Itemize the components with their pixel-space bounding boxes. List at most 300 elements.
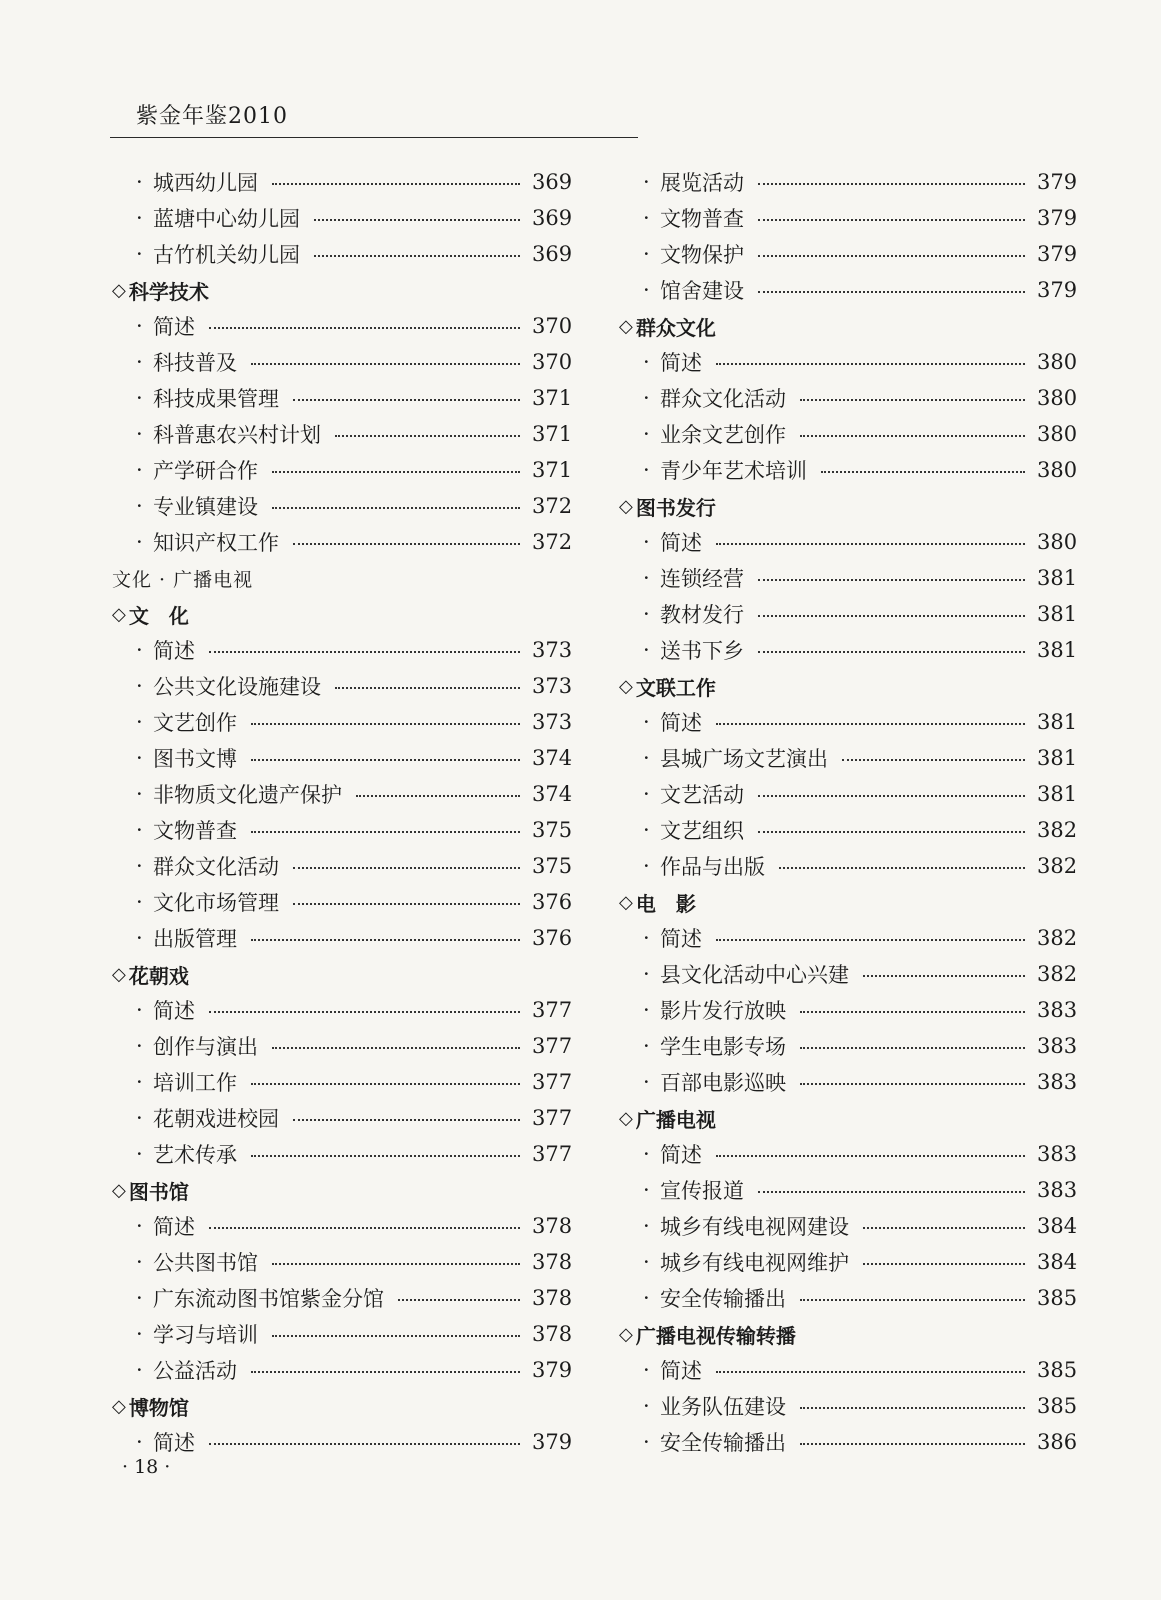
dot-leader [758, 183, 1025, 185]
dot-leader [272, 1263, 520, 1265]
bullet-icon: · [136, 998, 143, 1022]
toc-entry [112, 1208, 573, 1244]
toc-entry-title: 馆舍建设 [660, 279, 744, 303]
toc-entry-title: 县城广场文艺演出 [660, 747, 828, 771]
toc-entry-title: 影片发行放映 [660, 999, 786, 1023]
toc-entry-page: 382 [1037, 962, 1078, 986]
dot-leader [293, 1119, 520, 1121]
bullet-icon: · [643, 746, 650, 770]
toc-entry [619, 1424, 1078, 1460]
bullet-icon: · [643, 1430, 650, 1454]
dot-leader [758, 831, 1025, 833]
toc-entry [112, 452, 573, 488]
toc-entry-title: 简述 [660, 1143, 702, 1167]
toc-section-title: 文 化 [128, 603, 189, 628]
bullet-icon: · [643, 1178, 650, 1202]
dot-leader [800, 1047, 1025, 1049]
bullet-icon: · [643, 422, 650, 446]
bullet-icon: · [643, 278, 650, 302]
diamond-icon: ◇ [112, 1395, 126, 1417]
dot-leader [251, 723, 520, 725]
bullet-icon: · [136, 638, 143, 662]
dot-leader [779, 867, 1025, 869]
bullet-icon: · [136, 1214, 143, 1238]
toc-entry-title: 专业镇建设 [153, 495, 258, 519]
toc-entry [112, 380, 573, 416]
bullet-icon: · [643, 926, 650, 950]
toc-entry-title: 县文化活动中心兴建 [660, 963, 849, 987]
bullet-icon: · [136, 206, 143, 230]
toc-entry-title: 业余文艺创作 [660, 423, 786, 447]
toc-entry [619, 416, 1078, 452]
bullet-icon: · [643, 530, 650, 554]
dot-leader [293, 903, 520, 905]
dot-leader [293, 867, 520, 869]
toc-entry-page: 373 [532, 638, 573, 662]
toc-entry-title: 简述 [660, 531, 702, 555]
dot-leader [314, 255, 520, 257]
toc-entry-title: 知识产权工作 [153, 531, 279, 555]
toc-entry [112, 1028, 573, 1064]
toc-entry-page: 376 [532, 926, 573, 950]
bullet-icon: · [136, 458, 143, 482]
bullet-icon: · [136, 494, 143, 518]
toc-entry [112, 344, 573, 380]
toc-entry [112, 200, 573, 236]
toc-entry-title: 公共图书馆 [153, 1251, 258, 1275]
toc-entry-page: 380 [1037, 530, 1078, 554]
dot-leader [716, 723, 1025, 725]
toc-entry-page: 380 [1037, 458, 1078, 482]
dot-leader [293, 543, 520, 545]
dot-leader [251, 939, 520, 941]
toc-entry-page: 379 [1037, 206, 1078, 230]
bullet-icon: · [136, 854, 143, 878]
toc-entry-title: 简述 [660, 927, 702, 951]
toc-entry-title: 简述 [660, 1359, 702, 1383]
diamond-icon: ◇ [619, 675, 633, 697]
toc-entry-title: 产学研合作 [153, 459, 258, 483]
dot-leader [335, 435, 520, 437]
bullet-icon: · [136, 242, 143, 266]
toc-section-heading [112, 596, 566, 632]
toc-entry-title: 出版管理 [153, 927, 237, 951]
toc-entry-page: 377 [532, 1106, 573, 1130]
dot-leader [842, 759, 1025, 761]
dot-leader [716, 1371, 1025, 1373]
toc-entry-title: 青少年艺术培训 [660, 459, 807, 483]
toc-entry [112, 416, 573, 452]
toc-entry-page: 370 [532, 350, 573, 374]
toc-entry-page: 381 [1037, 602, 1078, 626]
toc-entry-title: 城西幼儿园 [153, 171, 258, 195]
diamond-icon: ◇ [619, 1323, 633, 1345]
toc-left-column [112, 164, 573, 1460]
dot-leader [758, 795, 1025, 797]
dot-leader [716, 543, 1025, 545]
toc-entry [619, 740, 1078, 776]
diamond-icon: ◇ [619, 1107, 633, 1129]
toc-entry [112, 1352, 573, 1388]
toc-entry-title: 群众文化活动 [153, 855, 279, 879]
dot-leader [209, 1443, 520, 1445]
toc-section-title: 图书发行 [635, 495, 716, 520]
bullet-icon: · [643, 170, 650, 194]
toc-entry-title: 城乡有线电视网建设 [660, 1215, 849, 1239]
toc-entry-page: 377 [532, 1142, 573, 1166]
toc-section-heading [619, 1316, 1071, 1352]
toc-entry [619, 848, 1078, 884]
toc-entry-page: 384 [1037, 1214, 1078, 1238]
diamond-icon: ◇ [619, 495, 633, 517]
toc-entry [619, 812, 1078, 848]
bullet-icon: · [136, 1142, 143, 1166]
toc-entry [619, 164, 1078, 200]
toc-entry [112, 164, 573, 200]
bullet-icon: · [643, 818, 650, 842]
dot-leader [863, 1227, 1025, 1229]
dot-leader [800, 1083, 1025, 1085]
toc-entry [112, 992, 573, 1028]
bullet-icon: · [643, 1070, 650, 1094]
toc-entry-page: 378 [532, 1214, 573, 1238]
toc-entry-page: 381 [1037, 638, 1078, 662]
toc-entry [112, 668, 573, 704]
toc-entry-page: 379 [1037, 170, 1078, 194]
toc-entry [619, 1352, 1078, 1388]
toc-entry [112, 308, 573, 344]
toc-entry [112, 884, 573, 920]
toc-entry [112, 1136, 573, 1172]
toc-entry-page: 381 [1037, 746, 1078, 770]
bullet-icon: · [643, 638, 650, 662]
bullet-icon: · [136, 1070, 143, 1094]
dot-leader [209, 327, 520, 329]
toc-entry-title: 学生电影专场 [660, 1035, 786, 1059]
toc-entry-title: 蓝塘中心幼儿园 [153, 207, 300, 231]
toc-entry-page: 379 [1037, 278, 1078, 302]
toc-entry [619, 1136, 1078, 1172]
header-rule [110, 137, 638, 138]
toc-entry-page: 382 [1037, 818, 1078, 842]
toc-entry-title: 展览活动 [660, 171, 744, 195]
toc-section-heading [619, 308, 1071, 344]
toc-section-heading [619, 1100, 1071, 1136]
bullet-icon: · [643, 710, 650, 734]
toc-section-title: 科学技术 [128, 279, 209, 304]
dot-leader [251, 1083, 520, 1085]
toc-entry-title: 科技成果管理 [153, 387, 279, 411]
bullet-icon: · [136, 1286, 143, 1310]
toc-entry [619, 992, 1078, 1028]
bullet-icon: · [136, 782, 143, 806]
toc-entry-title: 简述 [660, 351, 702, 375]
dot-leader [800, 1443, 1025, 1445]
toc-entry-page: 369 [532, 242, 573, 266]
toc-entry-title: 花朝戏进校园 [153, 1107, 279, 1131]
bullet-icon: · [136, 1358, 143, 1382]
toc-entry [112, 1100, 573, 1136]
toc-entry [619, 1028, 1078, 1064]
toc-entry [112, 920, 573, 956]
toc-entry [619, 776, 1078, 812]
bullet-icon: · [136, 926, 143, 950]
toc-entry-title: 作品与出版 [660, 855, 765, 879]
toc-section-heading [112, 1388, 566, 1424]
dot-leader [758, 651, 1025, 653]
toc-entry-title: 业务队伍建设 [660, 1395, 786, 1419]
toc-entry-title: 文艺创作 [153, 711, 237, 735]
bullet-icon: · [136, 530, 143, 554]
toc-entry [619, 596, 1078, 632]
dot-leader [821, 471, 1025, 473]
toc-entry-title: 古竹机关幼儿园 [153, 243, 300, 267]
toc-section-title: 群众文化 [635, 315, 716, 340]
toc-entry [619, 452, 1078, 488]
toc-entry-page: 379 [532, 1358, 573, 1382]
toc-entry-page: 380 [1037, 386, 1078, 410]
bullet-icon: · [136, 350, 143, 374]
toc-section-title: 电 影 [635, 891, 696, 916]
toc-entry-title: 文物普查 [660, 207, 744, 231]
toc-entry-page: 372 [532, 494, 573, 518]
dot-leader [398, 1299, 520, 1301]
dot-leader [251, 363, 520, 365]
toc-entry [619, 1280, 1078, 1316]
dot-leader [314, 219, 520, 221]
toc-entry-page: 377 [532, 1034, 573, 1058]
toc-entry [619, 1064, 1078, 1100]
bullet-icon: · [643, 458, 650, 482]
toc-entry [619, 1208, 1078, 1244]
toc-entry [619, 236, 1078, 272]
bullet-icon: · [136, 1034, 143, 1058]
toc-entry-page: 380 [1037, 350, 1078, 374]
bullet-icon: · [136, 422, 143, 446]
toc-entry [112, 776, 573, 812]
bullet-icon: · [136, 314, 143, 338]
toc-entry [619, 272, 1078, 308]
toc-entry-page: 375 [532, 818, 573, 842]
toc-entry-page: 382 [1037, 854, 1078, 878]
dot-leader [758, 615, 1025, 617]
toc-entry-title: 公益活动 [153, 1359, 237, 1383]
toc-entry [619, 560, 1078, 596]
toc-entry-title: 文物保护 [660, 243, 744, 267]
toc-section-heading [619, 884, 1071, 920]
toc-section-heading [619, 488, 1071, 524]
toc-entry [112, 236, 573, 272]
bullet-icon: · [643, 962, 650, 986]
toc-entry-title: 创作与演出 [153, 1035, 258, 1059]
toc-entry-title: 送书下乡 [660, 639, 744, 663]
toc-entry-page: 372 [532, 530, 573, 554]
bullet-icon: · [136, 1430, 143, 1454]
dot-leader [863, 975, 1025, 977]
diamond-icon: ◇ [112, 279, 126, 301]
toc-entry-title: 科技普及 [153, 351, 237, 375]
dot-leader [272, 507, 520, 509]
toc-entry-page: 383 [1037, 998, 1078, 1022]
bullet-icon: · [136, 746, 143, 770]
toc-entry [112, 1064, 573, 1100]
bullet-icon: · [136, 674, 143, 698]
bullet-icon: · [643, 1034, 650, 1058]
toc-entry-title: 群众文化活动 [660, 387, 786, 411]
toc-entry-title: 文艺活动 [660, 783, 744, 807]
toc-section-heading [112, 956, 566, 992]
toc-entry-page: 375 [532, 854, 573, 878]
dot-leader [272, 471, 520, 473]
toc-entry [619, 1244, 1078, 1280]
toc-entry-page: 378 [532, 1322, 573, 1346]
toc-section-heading [112, 1172, 566, 1208]
bullet-icon: · [136, 1250, 143, 1274]
toc-entry-page: 381 [1037, 710, 1078, 734]
toc-entry-page: 385 [1037, 1286, 1078, 1310]
toc-entry-title: 简述 [660, 711, 702, 735]
bullet-icon: · [136, 710, 143, 734]
dot-leader [272, 183, 520, 185]
toc-entry [619, 524, 1078, 560]
toc-entry-title: 科普惠农兴村计划 [153, 423, 321, 447]
bullet-icon: · [643, 854, 650, 878]
toc-entry-title: 文艺组织 [660, 819, 744, 843]
toc-entry-title: 文化市场管理 [153, 891, 279, 915]
dot-leader [800, 435, 1025, 437]
toc-right-column [619, 164, 1078, 1460]
toc-entry [619, 704, 1078, 740]
toc-section-title: 文联工作 [635, 675, 716, 700]
toc-section-heading [619, 668, 1071, 704]
toc-entry-page: 377 [532, 1070, 573, 1094]
bullet-icon: · [643, 1250, 650, 1274]
toc-entry-title: 广东流动图书馆紫金分馆 [153, 1287, 384, 1311]
toc-entry-page: 385 [1037, 1358, 1078, 1382]
dot-leader [758, 579, 1025, 581]
bullet-icon: · [643, 206, 650, 230]
dot-leader [356, 795, 520, 797]
dot-leader [272, 1047, 520, 1049]
dot-leader [209, 1011, 520, 1013]
toc-entry [619, 200, 1078, 236]
dot-leader [251, 831, 520, 833]
toc-section-title: 花朝戏 [128, 963, 189, 988]
toc-entry-page: 373 [532, 710, 573, 734]
toc-entry [112, 632, 573, 668]
toc-entry [112, 1424, 573, 1460]
toc-entry-title: 简述 [153, 1431, 195, 1455]
diamond-icon: ◇ [112, 963, 126, 985]
toc-entry [112, 812, 573, 848]
bullet-icon: · [136, 1106, 143, 1130]
toc-entry-page: 385 [1037, 1394, 1078, 1418]
bullet-icon: · [643, 602, 650, 626]
toc-entry-page: 380 [1037, 422, 1078, 446]
dot-leader [716, 1155, 1025, 1157]
toc-entry-page: 378 [532, 1286, 573, 1310]
toc-entry-page: 370 [532, 314, 573, 338]
toc-entry-title: 教材发行 [660, 603, 744, 627]
toc-entry-page: 383 [1037, 1070, 1078, 1094]
toc-entry-page: 378 [532, 1250, 573, 1274]
toc-entry [619, 1172, 1078, 1208]
toc-entry-title: 文物普查 [153, 819, 237, 843]
diamond-icon: ◇ [619, 315, 633, 337]
toc-section-title: 博物馆 [128, 1395, 189, 1420]
toc-entry-title: 图书文博 [153, 747, 237, 771]
toc-entry-title: 连锁经营 [660, 567, 744, 591]
toc-entry-title: 简述 [153, 639, 195, 663]
bullet-icon: · [643, 998, 650, 1022]
toc-entry [619, 1388, 1078, 1424]
toc-entry-page: 369 [532, 206, 573, 230]
diamond-icon: ◇ [619, 891, 633, 913]
toc-entry [619, 956, 1078, 992]
toc-entry-page: 374 [532, 746, 573, 770]
dot-leader [209, 651, 520, 653]
toc-entry-page: 376 [532, 890, 573, 914]
toc-entry-title: 非物质文化遗产保护 [153, 783, 342, 807]
toc-entry-page: 369 [532, 170, 573, 194]
bullet-icon: · [643, 1142, 650, 1166]
dot-leader [272, 1335, 520, 1337]
bullet-icon: · [643, 1358, 650, 1382]
bullet-icon: · [643, 566, 650, 590]
bullet-icon: · [136, 890, 143, 914]
bullet-icon: · [643, 350, 650, 374]
toc-entry-page: 379 [1037, 242, 1078, 266]
running-header: 紫金年鉴2010 [136, 104, 288, 129]
diamond-icon: ◇ [112, 603, 126, 625]
toc-entry-title: 安全传输播出 [660, 1287, 786, 1311]
bullet-icon: · [643, 1214, 650, 1238]
dot-leader [758, 1191, 1025, 1193]
toc-entry-page: 386 [1037, 1430, 1078, 1454]
dot-leader [863, 1263, 1025, 1265]
toc-entry-title: 简述 [153, 315, 195, 339]
dot-leader [293, 399, 520, 401]
toc-entry-page: 374 [532, 782, 573, 806]
dot-leader [758, 219, 1025, 221]
dot-leader [251, 1155, 520, 1157]
toc-entry-page: 371 [532, 458, 573, 482]
toc-entry [112, 848, 573, 884]
dot-leader [209, 1227, 520, 1229]
toc-entry-page: 371 [532, 422, 573, 446]
toc-entry [619, 632, 1078, 668]
dot-leader [251, 759, 520, 761]
dot-leader [800, 1011, 1025, 1013]
toc-entry [619, 344, 1078, 380]
toc-entry-title: 学习与培训 [153, 1323, 258, 1347]
toc-entry-page: 373 [532, 674, 573, 698]
bullet-icon: · [643, 386, 650, 410]
toc-entry-title: 百部电影巡映 [660, 1071, 786, 1095]
toc-entry [619, 380, 1078, 416]
dot-leader [251, 1371, 520, 1373]
toc-entry-title: 公共文化设施建设 [153, 675, 321, 699]
bullet-icon: · [643, 782, 650, 806]
toc-entry-title: 简述 [153, 1215, 195, 1239]
dot-leader [716, 939, 1025, 941]
toc-entry [112, 704, 573, 740]
toc-entry-page: 382 [1037, 926, 1078, 950]
dot-leader [758, 255, 1025, 257]
bullet-icon: · [643, 242, 650, 266]
toc-entry [619, 920, 1078, 956]
toc-entry [112, 488, 573, 524]
